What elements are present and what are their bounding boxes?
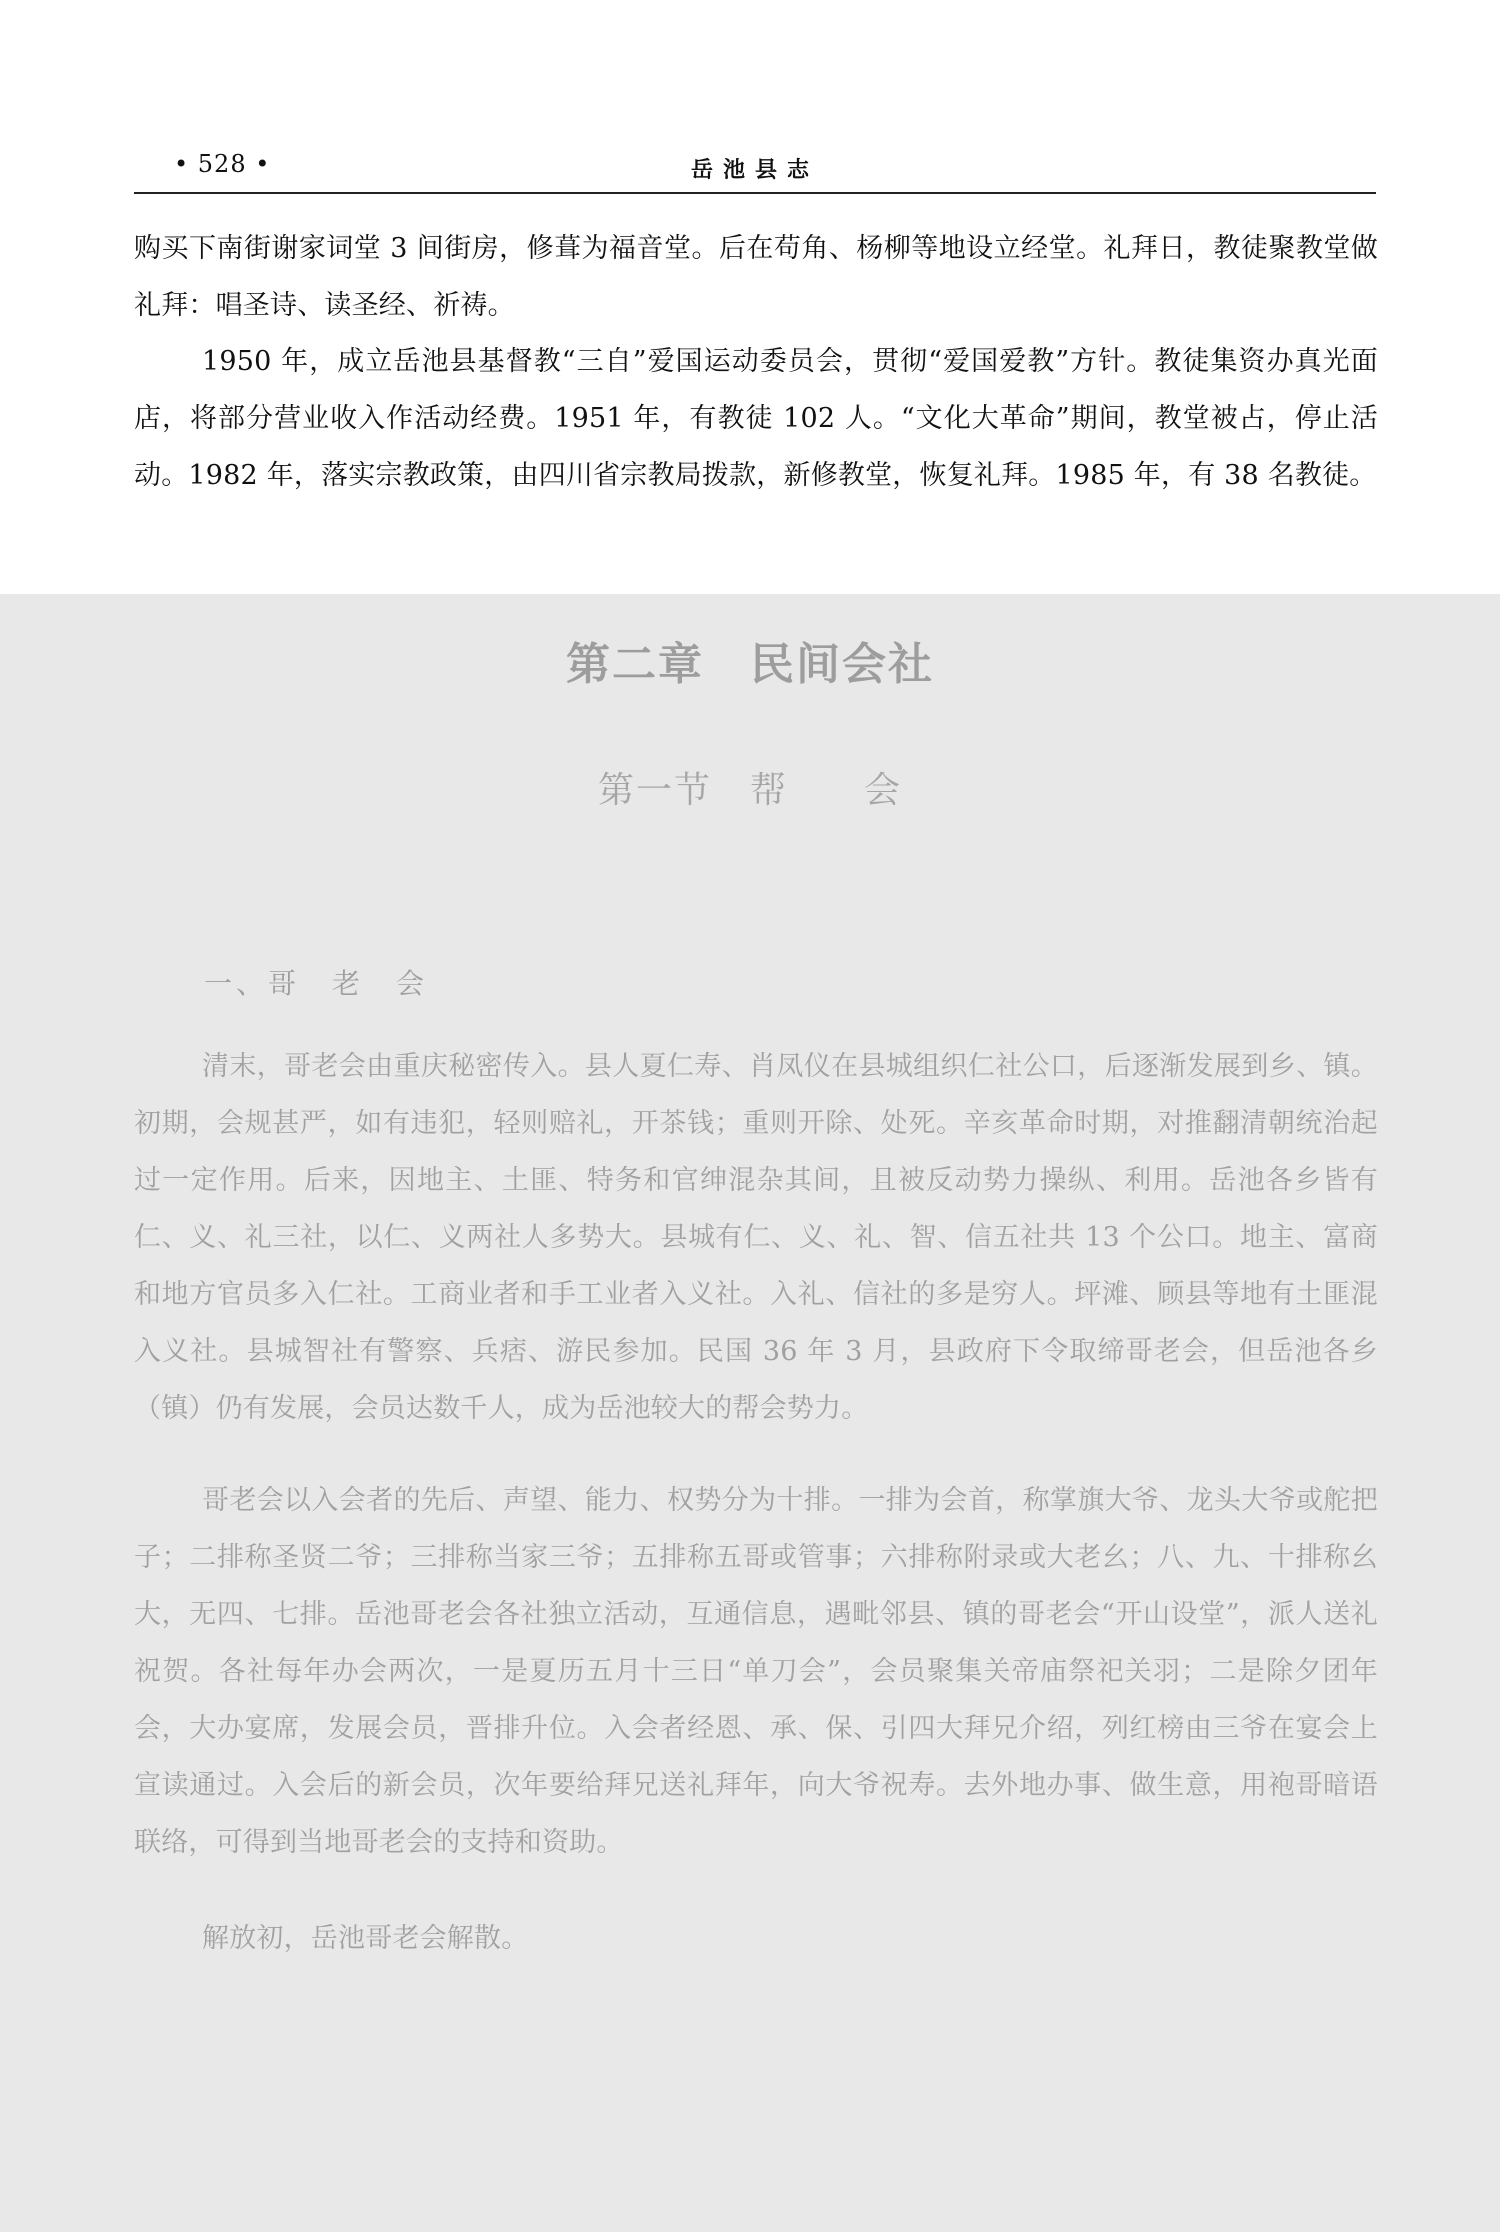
body-paragraph: 1950 年，成立岳池县基督教“三自”爱国运动委员会，贯彻“爱国爱教”方针。教徒集资办真光面店，将部分营业收入作活动经费。1951 年，有教徒 102 人。“文化大革命”期间，教堂被占，停止活动。1982 年，落实宗教政策，由四川省宗教局拨款，新修教堂，恢复礼拜。1985 年，有 38 名教徒。	[134, 346, 1378, 491]
header-rule	[134, 192, 1376, 194]
body-paragraph: 购买下南街谢家词堂 3 间街房，修葺为福音堂。后在苟角、杨柳等地设立经堂。礼拜日，教徒聚教堂做礼拜：唱圣诗、读圣经、祈祷。	[134, 233, 1378, 321]
body-paragraph: 解放初，岳池哥老会解散。	[202, 1923, 529, 1954]
chapter-title: 第二章 民间会社	[566, 639, 934, 690]
body-paragraph: 清末，哥老会由重庆秘密传入。县人夏仁寿、肖凤仪在县城组织仁社公口，后逐渐发展到乡、镇。初期，会规甚严，如有违犯，轻则赔礼，开茶钱；重则开除、处死。辛亥革命时期，对推翻清朝统治起过一定作用。后来，因地主、土匪、特务和官绅混杂其间，且被反动势力操纵、利用。岳池各乡皆有仁、义、礼三社，以仁、义两社人多势大。县城有仁、义、礼、智、信五社共 13 个公口。地主、富商和地方官员多入仁社。工商业者和手工业者入义社。入礼、信社的多是穷人。坪滩、顾县等地有土匪混入义社。县城智社有警察、兵痞、游民参加。民国 36 年 3 月，县政府下令取缔哥老会，但岳池各乡（镇）仍有发展，会员达数千人，成为岳池较大的帮会势力。	[134, 1051, 1378, 1424]
running-header	[134, 140, 1376, 196]
body-paragraph: 哥老会以入会者的先后、声望、能力、权势分为十排。一排为会首，称掌旗大爷、龙头大爷或舵把子；二排称圣贤二爷；三排称当家三爷；五排称五哥或管事；六排称附录或大老幺；八、九、十排称幺大，无四、七排。岳池哥老会各社独立活动，互通信息，遇毗邻县、镇的哥老会“开山设堂”，派人送礼祝贺。各社每年办会两次，一是夏历五月十三日“单刀会”，会员聚集关帝庙祭祀关羽；二是除夕团年会，大办宴席，发展会员，晋排升位。入会者经恩、承、保、引四大拜兄介绍，列红榜由三爷在宴会上宣读通过。入会后的新会员，次年要给拜兄送礼拜年，向大爷祝寿。去外地办事、做生意，用袍哥暗语联络，可得到当地哥老会的支持和资助。	[134, 1485, 1378, 1858]
book-title: 岳池县志	[690, 157, 819, 183]
page-number: • 528 •	[174, 150, 271, 178]
section-title: 第一节 帮 会	[597, 770, 902, 811]
subsection-title: 一、哥 老 会	[204, 967, 429, 1000]
